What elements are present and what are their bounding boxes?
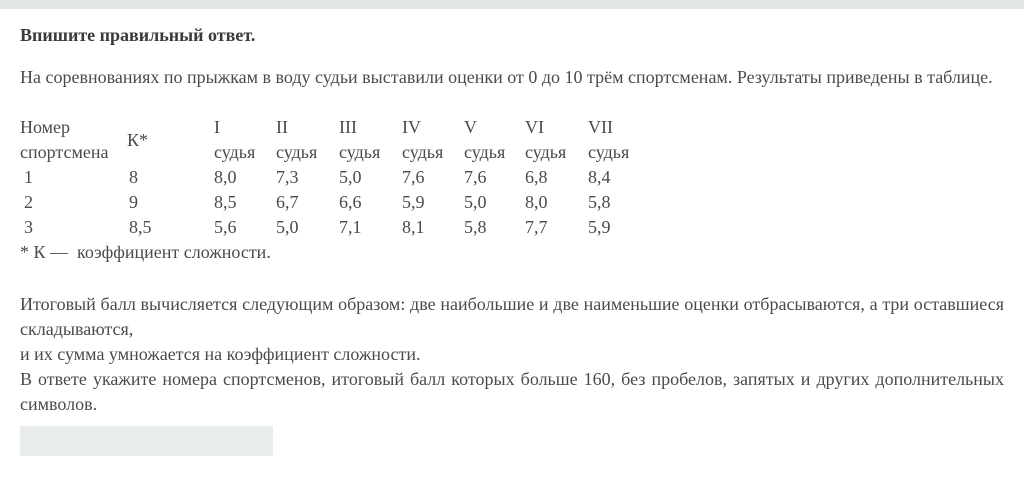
k-value: 8 <box>129 167 138 187</box>
score-cell: 5,0 <box>464 192 487 212</box>
score-cell: 5,0 <box>339 167 362 187</box>
score-cell: 5,8 <box>588 192 611 212</box>
judge-3-word: судья <box>339 142 381 162</box>
table-row-athlete-2 <box>20 190 646 215</box>
athlete-number: 3 <box>24 217 33 237</box>
score-cell: 8,0 <box>214 167 237 187</box>
judge-1-numeral: I <box>214 117 220 137</box>
col-header-judge-3 <box>339 115 402 165</box>
score-cell: 8,0 <box>525 192 548 212</box>
score-cell: 5,6 <box>214 217 237 237</box>
col-header-judge-6 <box>525 115 588 165</box>
score-cell: 8,1 <box>402 217 425 237</box>
score-cell: 6,8 <box>525 167 548 187</box>
score-cell: 7,6 <box>402 167 425 187</box>
table-header-row <box>20 115 646 165</box>
score-cell: 7,3 <box>276 167 299 187</box>
table-row-athlete-3 <box>20 215 646 240</box>
explanation-line: Итоговый балл вычисляется следующим образом: две наибольшие и две наименьшие оценки отбрасываются, а три оставшиеся <box>20 294 1004 314</box>
page-title: Впишите правильный ответ. <box>20 25 256 45</box>
score-cell: 5,0 <box>276 217 299 237</box>
col-header-judge-1 <box>214 115 276 165</box>
intro-text: На соревнованиях по прыжкам в воду судьи выставили оценки от 0 до 10 трём спортсменам. Результаты приведены в таблице. <box>20 67 993 87</box>
col-header-judge-4 <box>402 115 464 165</box>
score-cell: 7,7 <box>525 217 548 237</box>
col-header-judge-5 <box>464 115 525 165</box>
judge-6-numeral: VI <box>525 117 544 137</box>
athlete-number: 2 <box>24 192 33 212</box>
explanation-line: символов. <box>20 394 98 414</box>
table-footnote: * К — коэффициент сложности. <box>20 242 271 262</box>
score-cell: 6,6 <box>339 192 362 212</box>
explanation-line: В ответе укажите номера спортсменов, итоговый балл которых больше 160, без пробелов, запятых и других дополнительных <box>20 369 1004 389</box>
table-row-athlete-1 <box>20 165 646 190</box>
score-cell: 5,8 <box>464 217 487 237</box>
judge-3-numeral: III <box>339 117 357 137</box>
judge-5-word: судья <box>464 142 506 162</box>
judge-6-word: судья <box>525 142 567 162</box>
judge-5-numeral: V <box>464 117 477 137</box>
explanation-line: складываются, <box>20 319 134 339</box>
answer-input[interactable] <box>20 426 273 456</box>
col-header-judge-2 <box>276 115 339 165</box>
judge-2-numeral: II <box>276 117 288 137</box>
score-cell: 5,9 <box>402 192 425 212</box>
score-cell: 8,4 <box>588 167 611 187</box>
explanation-block <box>20 292 1004 417</box>
col-header-k: К* <box>127 129 149 150</box>
judge-7-numeral: VII <box>588 117 613 137</box>
athlete-header-line1: Номер <box>20 117 71 137</box>
col-header-athlete-number <box>20 115 127 165</box>
question-content <box>0 23 1024 456</box>
judge-1-word: судья <box>214 142 256 162</box>
score-cell: 7,6 <box>464 167 487 187</box>
judge-7-word: судья <box>588 142 630 162</box>
k-value: 8,5 <box>129 217 152 237</box>
score-cell: 7,1 <box>339 217 362 237</box>
top-divider-bar <box>0 0 1024 9</box>
score-cell: 6,7 <box>276 192 299 212</box>
athlete-header-line2: спортсмена <box>20 142 109 162</box>
explanation-line: и их сумма умножается на коэффициент сложности. <box>20 344 421 364</box>
judge-4-numeral: IV <box>402 117 421 137</box>
k-value: 9 <box>129 192 138 212</box>
athlete-number: 1 <box>24 167 33 187</box>
scores-table <box>20 115 646 240</box>
score-cell: 8,5 <box>214 192 237 212</box>
score-cell: 5,9 <box>588 217 611 237</box>
judge-2-word: судья <box>276 142 318 162</box>
col-header-judge-7 <box>588 115 646 165</box>
judge-4-word: судья <box>402 142 444 162</box>
